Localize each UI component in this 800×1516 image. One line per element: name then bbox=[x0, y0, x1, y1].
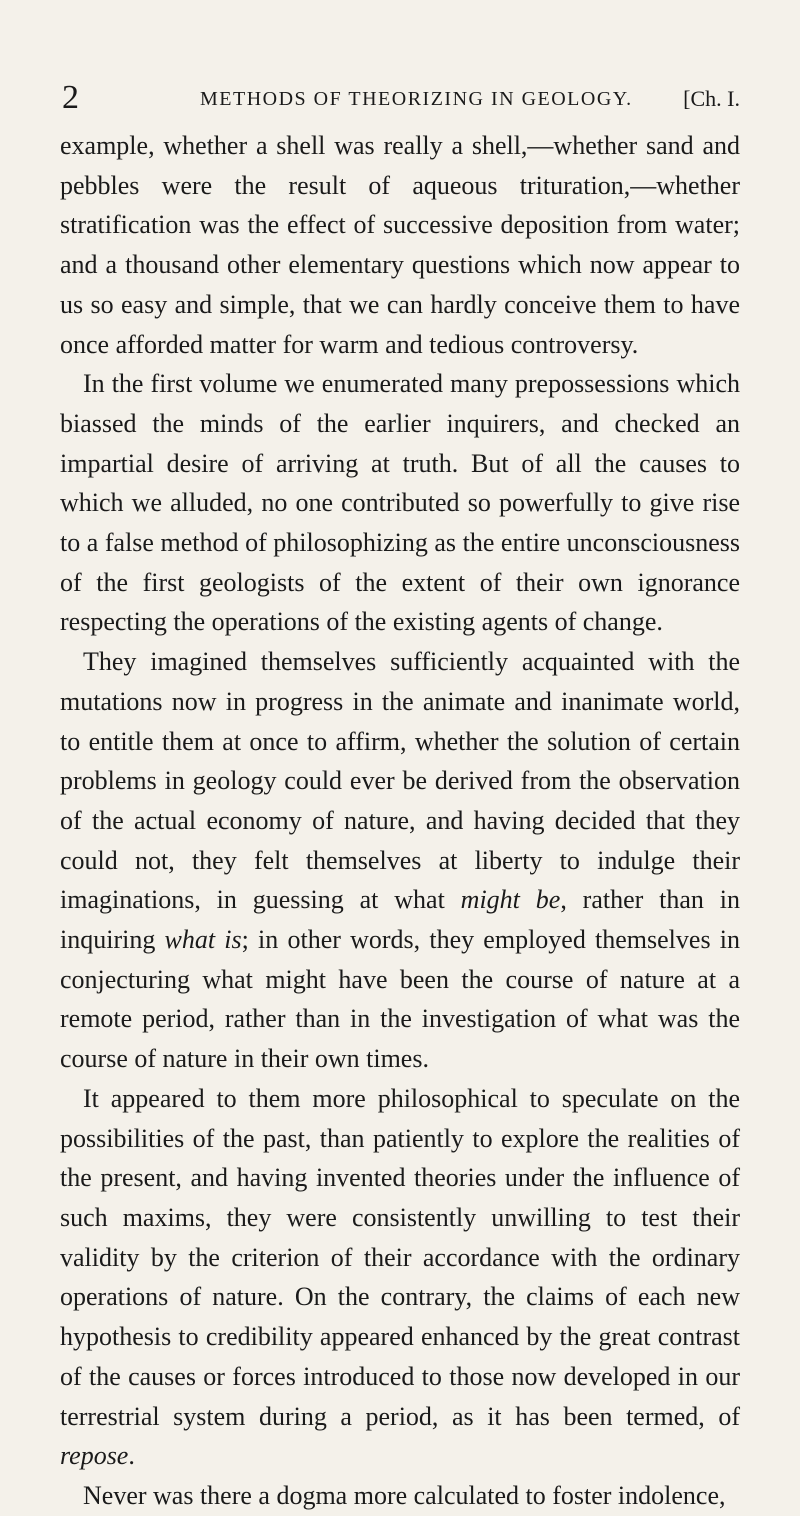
emphasis-what-is: what is bbox=[164, 925, 242, 955]
paragraph-4 bbox=[60, 1079, 740, 1476]
paragraph-4-text-b: . bbox=[128, 1441, 135, 1471]
paragraph-5: Never was there a dogma more calculated to foster indolence, bbox=[83, 1480, 726, 1510]
emphasis-might-be: might be bbox=[460, 885, 561, 915]
emphasis-repose: repose bbox=[60, 1441, 129, 1471]
paragraph-3-text-a: They imagined themselves sufficiently acquainted with the mutations now in progress in the animate and inanimate world, to entitle them at once to affirm, whether the solution of certain problems in geology could ever be derived from the observation of the actual economy of nature, and having decided that they could not, they felt themselves at liberty to indulge their imaginations, in guessing at what bbox=[60, 647, 740, 915]
page-number: 2 bbox=[62, 79, 79, 116]
paragraph-3 bbox=[60, 642, 740, 1079]
paragraph-2: In the first volume we enumerated many prepossessions which biassed the minds of the earlier inquirers, and checked an impartial desire of arriving at truth. But of all the causes to which we alluded, no one contributed so powerfully to give rise to a false method of philosophizing as the entire unconsciousness of the first geologists of the extent of their own ignorance respecting the operations of the existing agents of change. bbox=[60, 369, 740, 637]
body-text bbox=[60, 126, 740, 1516]
paragraph-3-text-b: , rather than in inquiring bbox=[60, 885, 741, 955]
chapter-label: [Ch. I. bbox=[683, 86, 740, 111]
paragraph-3-text-c: ; in other words, they employed themselves in conjecturing what might have been the course of nature at a remote period, rather than in the investigation of what was the course of nature in their own times. bbox=[60, 925, 740, 1074]
running-title: METHODS OF THEORIZING IN GEOLOGY. bbox=[200, 88, 633, 110]
paragraph-1: example, whether a shell was really a shell,—whether sand and pebbles were the result of aqueous trituration,—whether stratification was the effect of successive deposition from water; and a thousand other elementary questions which now appear to us so easy and simple, that we can hardly conceive them to have once afforded matter for warm and tedious controversy. bbox=[60, 131, 740, 359]
paragraph-4-text-a: It appeared to them more philosophical to speculate on the possibilities of the past, than patiently to explore the realities of the present, and having invented theories under the influence of such maxims, they were consistently unwilling to test their validity by the criterion of their accordance with the ordinary operations of nature. On the contrary, the claims of each new hypothesis to credibility appeared enhanced by the great contrast of the causes or forces introduced to those now developed in our terrestrial system during a period, as it has been termed, of bbox=[60, 1083, 740, 1431]
page-header bbox=[60, 78, 740, 118]
